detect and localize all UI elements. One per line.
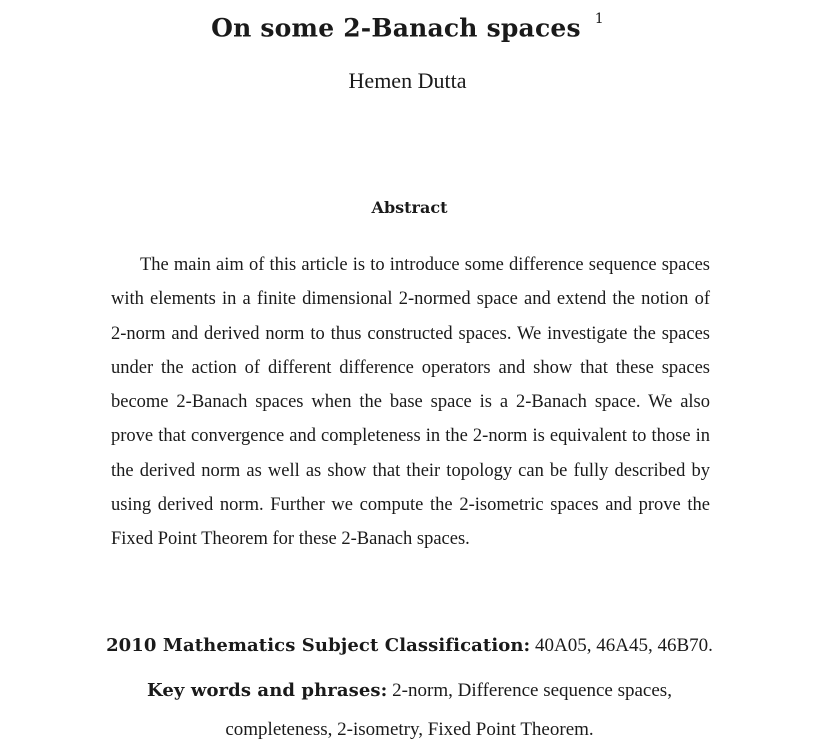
msc-value: 40A05, 46A45, 46B70. (535, 635, 713, 656)
msc-line (0, 631, 815, 661)
keywords-line-1 (0, 671, 815, 710)
paper-title (0, 6, 815, 45)
paper-title-text: On some 2-Banach spaces (211, 13, 581, 43)
abstract-heading: Abstract (371, 198, 448, 217)
keywords-block (0, 671, 815, 749)
footnote-marker: 1 (594, 11, 604, 27)
keywords-label: Key words and phrases: (147, 680, 388, 701)
keywords-value-1: 2-norm, Difference sequence spaces, (392, 680, 672, 701)
author-name: Hemen Dutta (348, 68, 467, 93)
abstract-text: The main aim of this article is to introduce some difference sequence spaces with elements in a finite dimensional 2-normed space and extend the notion of 2-norm and derived norm to thus constructed spaces. We investigate the spaces under the action of different difference operators and show that these spaces become 2-Banach spaces when the base space is a 2-Banach space. We also prove that convergence and completeness in the 2-norm is equivalent to those in the derived norm as well as show that their topology can be fully described by using derived norm. Further we compute the 2-isometric spaces and prove the Fixed Point Theorem for these 2-Banach spaces. (111, 255, 710, 550)
keywords-line-2: completeness, 2-isometry, Fixed Point Theorem. (225, 719, 594, 740)
msc-label: 2010 Mathematics Subject Classification: (106, 635, 531, 656)
